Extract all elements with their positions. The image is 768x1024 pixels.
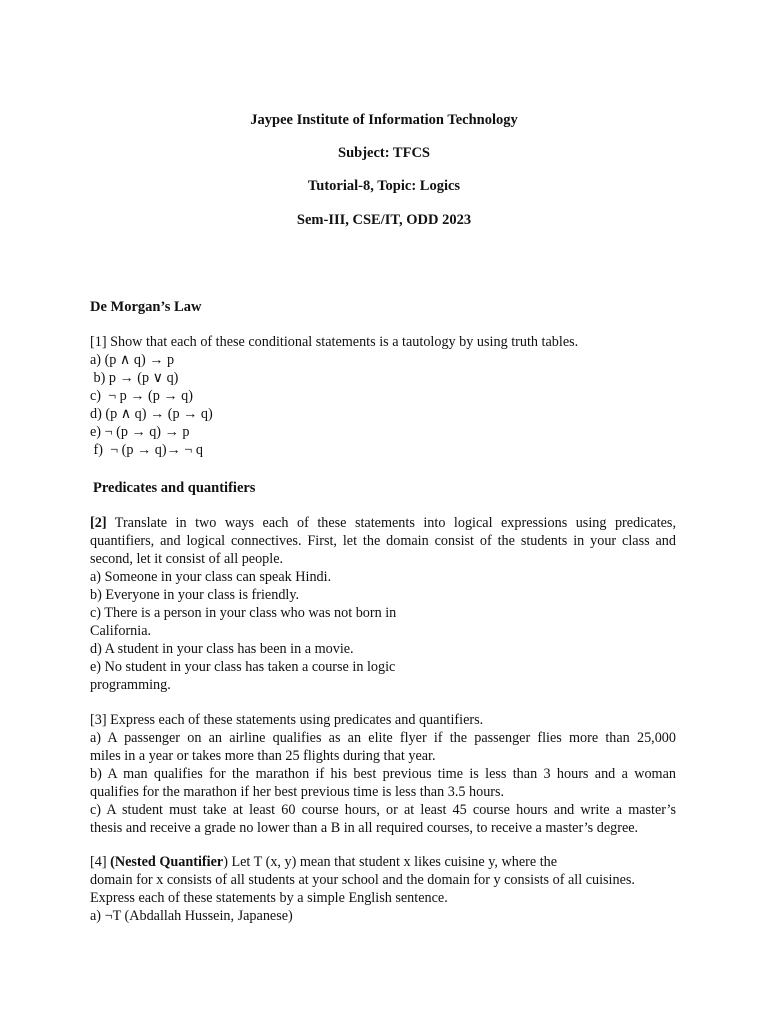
question-2-text-1: Translate in two ways each of these statements into logical expressions using predicates, xyxy=(106,515,676,531)
question-1 xyxy=(90,333,676,459)
semester-title: Sem-III, CSE/IT, ODD 2023 xyxy=(296,212,472,228)
question-3-item-b-cont: qualifies for the marathon if her best previous time is less than 3.5 hours. xyxy=(90,784,505,800)
question-4-line-2: domain for x consists of all students at your school and the domain for y consists of all cuisines. xyxy=(90,872,635,888)
question-2-item-c-cont: California. xyxy=(90,623,152,639)
tutorial-title: Tutorial-8, Topic: Logics xyxy=(307,178,461,194)
question-2-item-c: c) There is a person in your class who was not born in xyxy=(90,605,397,621)
question-3-item-b: b) A man qualifies for the marathon if his best previous time is less than 3 hours and a woman xyxy=(90,766,676,782)
question-2-line-1 xyxy=(90,514,676,532)
question-3-prompt: [3] Express each of these statements using predicates and quantifiers. xyxy=(90,712,484,728)
question-1-item-f: f) ¬ (p → q)→ ¬ q xyxy=(90,442,203,458)
question-1-item-c: c) ¬ p → (p → q) xyxy=(90,388,193,404)
section-heading-de-morgan: De Morgan’s Law xyxy=(90,299,202,315)
question-3-item-a-cont: miles in a year or takes more than 25 flights during that year. xyxy=(90,748,436,764)
question-4-bold-label: (Nested Quantifier xyxy=(110,854,224,870)
subject-title: Subject: TFCS xyxy=(338,145,430,161)
question-4-line-1 xyxy=(90,853,676,871)
question-2 xyxy=(90,514,676,694)
question-3 xyxy=(90,711,676,837)
section-heading-predicates: Predicates and quantifiers xyxy=(93,480,256,496)
question-2-item-e-cont: programming. xyxy=(90,677,171,693)
question-2-item-d: d) A student in your class has been in a movie. xyxy=(90,641,354,657)
question-1-prompt: [1] Show that each of these conditional statements is a tautology by using truth tables. xyxy=(90,334,579,350)
institute-title: Jaypee Institute of Information Technology xyxy=(250,112,518,128)
question-2-number: [2] xyxy=(90,515,107,531)
question-3-item-a: a) A passenger on an airline qualifies as an elite flyer if the passenger flies more than 25,000 xyxy=(90,730,676,746)
question-4-text-1: ) Let T (x, y) mean that student x likes cuisine y, where the xyxy=(223,854,558,870)
question-1-item-e: e) ¬ (p → q) → p xyxy=(90,424,190,440)
question-3-item-c-cont: thesis and receive a grade no lower than a B in all required courses, to receive a master’s degree. xyxy=(90,820,639,836)
question-2-item-a: a) Someone in your class can speak Hindi. xyxy=(90,569,332,585)
question-2-item-e: e) No student in your class has taken a course in logic xyxy=(90,659,396,675)
question-4-number: [4] xyxy=(90,854,111,870)
question-1-item-a: a) (p ∧ q) → p xyxy=(90,352,175,368)
question-4-item-a: a) ¬T (Abdallah Hussein, Japanese) xyxy=(90,908,293,924)
question-1-item-b: b) p → (p ∨ q) xyxy=(90,370,179,386)
question-1-item-d: d) (p ∧ q) → (p → q) xyxy=(90,406,213,422)
question-2-item-b: b) Everyone in your class is friendly. xyxy=(90,587,300,603)
question-2-line-2: quantifiers, and logical connectives. First, let the domain consist of the students in your class and xyxy=(90,533,676,549)
question-2-line-3: second, let it consist of all people. xyxy=(90,551,284,567)
question-4-line-3: Express each of these statements by a simple English sentence. xyxy=(90,890,448,906)
question-4 xyxy=(90,853,676,925)
question-3-item-c: c) A student must take at least 60 course hours, or at least 45 course hours and write a master’s xyxy=(90,802,676,818)
